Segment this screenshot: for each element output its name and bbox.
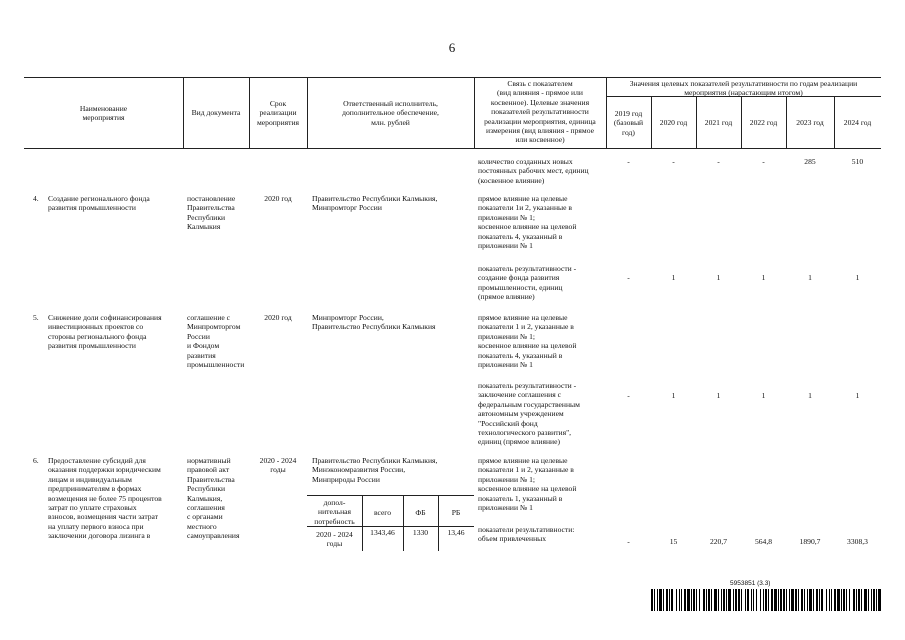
row6-link-indicator: показатели результативности: объем привлеченных: [478, 525, 575, 544]
fin-table-top-rule: [307, 495, 474, 496]
row6-doc: нормативный правовой акт Правительства Республики Калмыкия, соглашения с органами местного самоуправления: [187, 456, 240, 541]
row6-name: Предоставление субсидий для оказания поддержки юридическим лицам и индивидуальным предпринимателям в формах возмещения не более 75 процентов затрат по уплате страховых взносов, возмещения части затрат на уплату первого взноса при заключении договора лизинга в: [48, 456, 162, 541]
fin-table-divider: [403, 495, 404, 551]
row4-value: 1: [761, 273, 766, 282]
row5-value: 1: [808, 391, 812, 400]
row4-value: 1: [671, 273, 676, 282]
row6-value: 15: [669, 537, 678, 546]
row4-doc: постановление Правительства Республики Калмыкия: [187, 194, 236, 232]
fin-table-divider: [362, 495, 363, 551]
fin-table-divider: [438, 495, 439, 551]
row5-resp: Минпромторг России, Правительство Республики Калмыкия: [312, 313, 436, 332]
table-top-rule: [24, 77, 881, 78]
header-term: Срок реализации мероприятия: [256, 99, 300, 127]
header-values-group: Значения целевых показателей результативности по годам реализации мероприятия (нарастающим итогом): [629, 79, 858, 98]
row5-value: 1: [671, 391, 676, 400]
row4-value: 1: [808, 273, 812, 282]
header-year: 2020 год: [659, 118, 688, 127]
row6-resp: Правительство Республики Калмыкия, Минэкономразвития России, Минприроды России: [312, 456, 438, 484]
fin-header-total: всего: [373, 508, 392, 517]
row5-value: 1: [716, 391, 721, 400]
row6-value: 564,8: [754, 537, 773, 546]
page-number: 6: [448, 40, 456, 55]
row5-value: -: [627, 391, 630, 400]
row4-value: 1: [716, 273, 721, 282]
row6-link-direct: прямое влияние на целевые показатели 1 и 2, указанные в приложении № 1; косвенное влияние на целевой показатель 1, указанный в приложении № 1: [478, 456, 577, 513]
header-doc: Вид документа: [191, 108, 241, 117]
fin-header-rb: РБ: [451, 508, 461, 517]
row4-value: 1: [855, 273, 860, 282]
row6-number: 6.: [33, 456, 39, 465]
barcode-image: [651, 589, 882, 611]
row6-value: 220,7: [709, 537, 728, 546]
header-year: 2023 год: [796, 118, 824, 127]
header-year: 2024 год: [843, 118, 872, 127]
row6-value: 1890,7: [799, 537, 821, 546]
row4-number: 4.: [33, 194, 39, 203]
row0-value: -: [627, 157, 630, 166]
header-year: 2022 год: [749, 118, 778, 127]
header-year: 2021 год: [704, 118, 733, 127]
row5-term: 2020 год: [264, 313, 292, 322]
row4-name: Создание регионального фонда развития промышленности: [48, 194, 150, 213]
row5-value: 1: [761, 391, 766, 400]
fin-value-rb: 13,46: [447, 528, 465, 537]
barcode-label: 5953851 (3.3): [730, 580, 771, 587]
fin-header-fb: ФБ: [415, 508, 426, 517]
row0-link: количество созданных новых постоянных рабочих мест, единиц (косвенное влияние): [478, 157, 589, 185]
row5-link-direct: прямое влияние на целевые показатели 1 и 2, указанные в приложении № 1; косвенное влияние на целевой показатель 4, указанный в приложении № 1: [478, 313, 577, 370]
fin-value-period: 2020 - 2024 годы: [316, 530, 353, 549]
header-year: 2019 год (базовый год): [613, 109, 644, 137]
row6-value: 3308,3: [847, 537, 868, 546]
row0-value: -: [762, 157, 765, 166]
row4-value: -: [627, 273, 630, 282]
header-name: Наименование мероприятия: [79, 104, 128, 123]
row4-term: 2020 год: [264, 194, 292, 203]
row5-name: Снижение доли софинансирования инвестиционных проектов со стороны регионального фонда развития промышленности: [48, 313, 162, 351]
row0-value: -: [717, 157, 720, 166]
row6-value: -: [627, 537, 630, 546]
row5-number: 5.: [33, 313, 39, 322]
fin-header-need: допол- нительная потребность: [314, 498, 355, 526]
row0-value: 510: [851, 157, 864, 166]
row4-link-direct: прямое влияние на целевые показатели 1и 2, указанные в приложении № 1; косвенное влияние на целевой показатель 4, указанный в приложении № 1: [478, 194, 577, 251]
row0-value: 285: [804, 157, 816, 166]
fin-value-total: 1343,46: [370, 528, 395, 537]
row0-value: -: [672, 157, 675, 166]
header-link: Связь с показателем (вид влияния - прямое или косвенное). Целевые значения показателей результативности реализации мероприятия, единица измерения (вид влияния - прямое или косвенное): [484, 79, 596, 145]
row5-link-indicator: показатель результативности - заключение соглашения с федеральным государственным автономным учреждением "Российский фонд технологического развития", единиц (прямое влияние): [478, 381, 580, 447]
row4-link-indicator: показатель результативности - создание фонда развития промышленности, единиц (прямое влияние): [478, 264, 577, 302]
row5-doc: соглашение с Минпромторгом России и Фондом развития промышленности: [187, 313, 245, 370]
row6-term: 2020 - 2024 годы: [259, 456, 297, 475]
row4-resp: Правительство Республики Калмыкия, Минпромторг России: [312, 194, 438, 213]
fin-value-fb: 1330: [412, 528, 429, 537]
header-resp: Ответственный исполнитель, дополнительное обеспечение, млн. рублей: [342, 99, 439, 127]
row5-value: 1: [855, 391, 860, 400]
header-bottom-rule: [24, 148, 881, 149]
